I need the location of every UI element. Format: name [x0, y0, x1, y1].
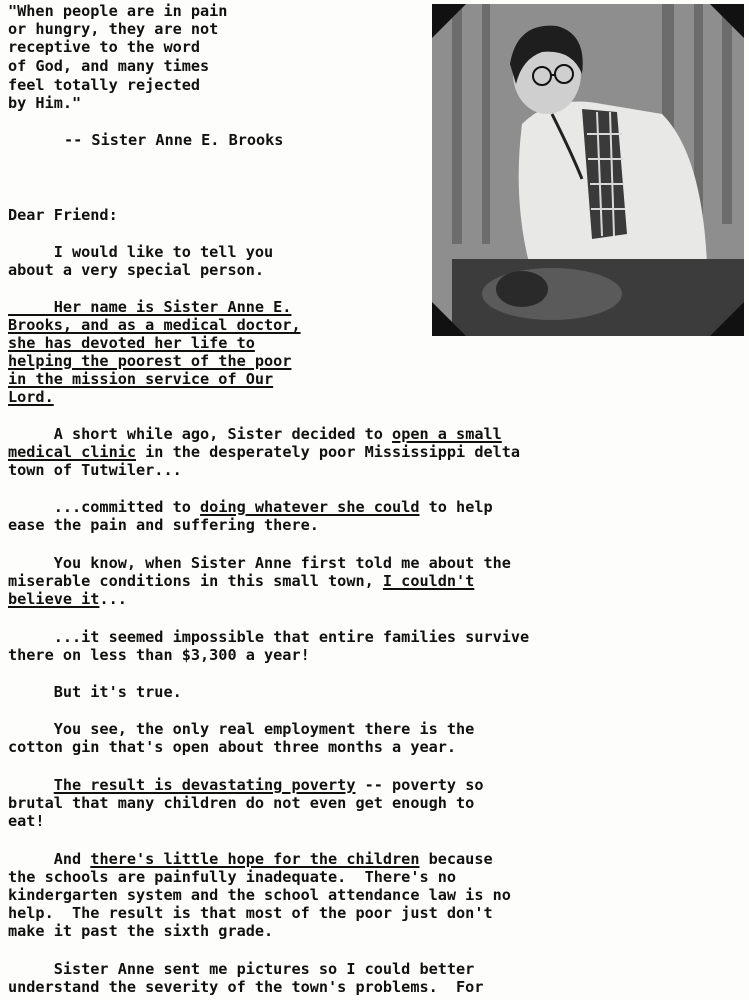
underlined-line: she has devoted her life to	[8, 334, 255, 352]
text: because	[419, 850, 493, 868]
paragraph-line: cotton gin that's open about three months a year.	[8, 738, 457, 756]
quote-line: receptive to the word	[8, 38, 201, 56]
paragraph-line: Sister Anne sent me pictures so I could better	[8, 960, 475, 978]
underlined-line: helping the poorest of the poor	[8, 352, 292, 370]
quote-line: "When people are in pain	[8, 2, 228, 20]
paragraph-line	[8, 850, 493, 868]
text: ...	[99, 590, 127, 608]
paragraph-line: the schools are painfully inadequate. There's no	[8, 868, 457, 886]
paragraph-line	[8, 572, 474, 590]
text: -- poverty so	[355, 776, 484, 794]
paragraph-line: town of Tutwiler...	[8, 461, 182, 479]
paragraph-line: I would like to tell you	[8, 243, 274, 261]
text: A short while ago, Sister decided to	[8, 425, 393, 443]
paragraph-line: about a very special person.	[8, 261, 265, 279]
underlined-phrase: believe it	[8, 590, 100, 608]
underlined-phrase: The result is devastating poverty	[53, 776, 356, 794]
underlined-phrase: I couldn't	[382, 572, 475, 590]
paragraph-line: brutal that many children do not even get enough to	[8, 794, 475, 812]
paragraph-line: make it past the sixth grade.	[8, 922, 274, 940]
underlined-line: Lord.	[8, 388, 54, 406]
text: And	[8, 850, 91, 868]
photo-sister-anne	[432, 4, 744, 336]
paragraph-line	[8, 443, 520, 461]
paragraph-line	[8, 776, 483, 794]
paragraph-line: ...it seemed impossible that entire families survive	[8, 628, 530, 646]
paragraph-line: But it's true.	[8, 683, 182, 701]
paragraph-line	[8, 425, 502, 443]
paragraph-line: You see, the only real employment there is the	[8, 720, 475, 738]
salutation: Dear Friend:	[8, 206, 118, 224]
paragraph-line: understand the severity of the town's problems. For	[8, 978, 484, 996]
paragraph-line: ease the pain and suffering there.	[8, 516, 319, 534]
quote-attribution: -- Sister Anne E. Brooks	[64, 131, 284, 149]
paragraph-line	[8, 590, 127, 608]
paragraph-line: kindergarten system and the school attendance law is no	[8, 886, 511, 904]
underlined-line: Her name is Sister Anne E.	[8, 298, 292, 316]
paragraph-line	[8, 498, 493, 516]
quote-line: by Him."	[8, 94, 82, 112]
paragraph-line: You know, when Sister Anne first told me about the	[8, 554, 511, 572]
underlined-phrase: open a small	[392, 425, 502, 443]
photo-illustration	[432, 4, 744, 336]
quote-line: or hungry, they are not	[8, 20, 219, 38]
underlined-phrase: doing whatever she could	[200, 498, 420, 516]
paragraph-line: help. The result is that most of the poor just don't	[8, 904, 493, 922]
quote-line: of God, and many times	[8, 57, 210, 75]
text: ...committed to	[8, 498, 201, 516]
underlined-line: Brooks, and as a medical doctor,	[8, 316, 301, 334]
quote-line: feel totally rejected	[8, 76, 201, 94]
paragraph-line: there on less than $3,300 a year!	[8, 646, 310, 664]
text: miserable conditions in this small town,	[8, 572, 383, 590]
underlined-phrase: there's little hope for the children	[90, 850, 420, 868]
text	[8, 776, 54, 794]
paragraph-line: eat!	[8, 812, 45, 830]
text: in the desperately poor Mississippi delta	[136, 443, 521, 461]
underlined-phrase: medical clinic	[8, 443, 137, 461]
underlined-line: in the mission service of Our	[8, 370, 274, 388]
text: to help	[419, 498, 493, 516]
